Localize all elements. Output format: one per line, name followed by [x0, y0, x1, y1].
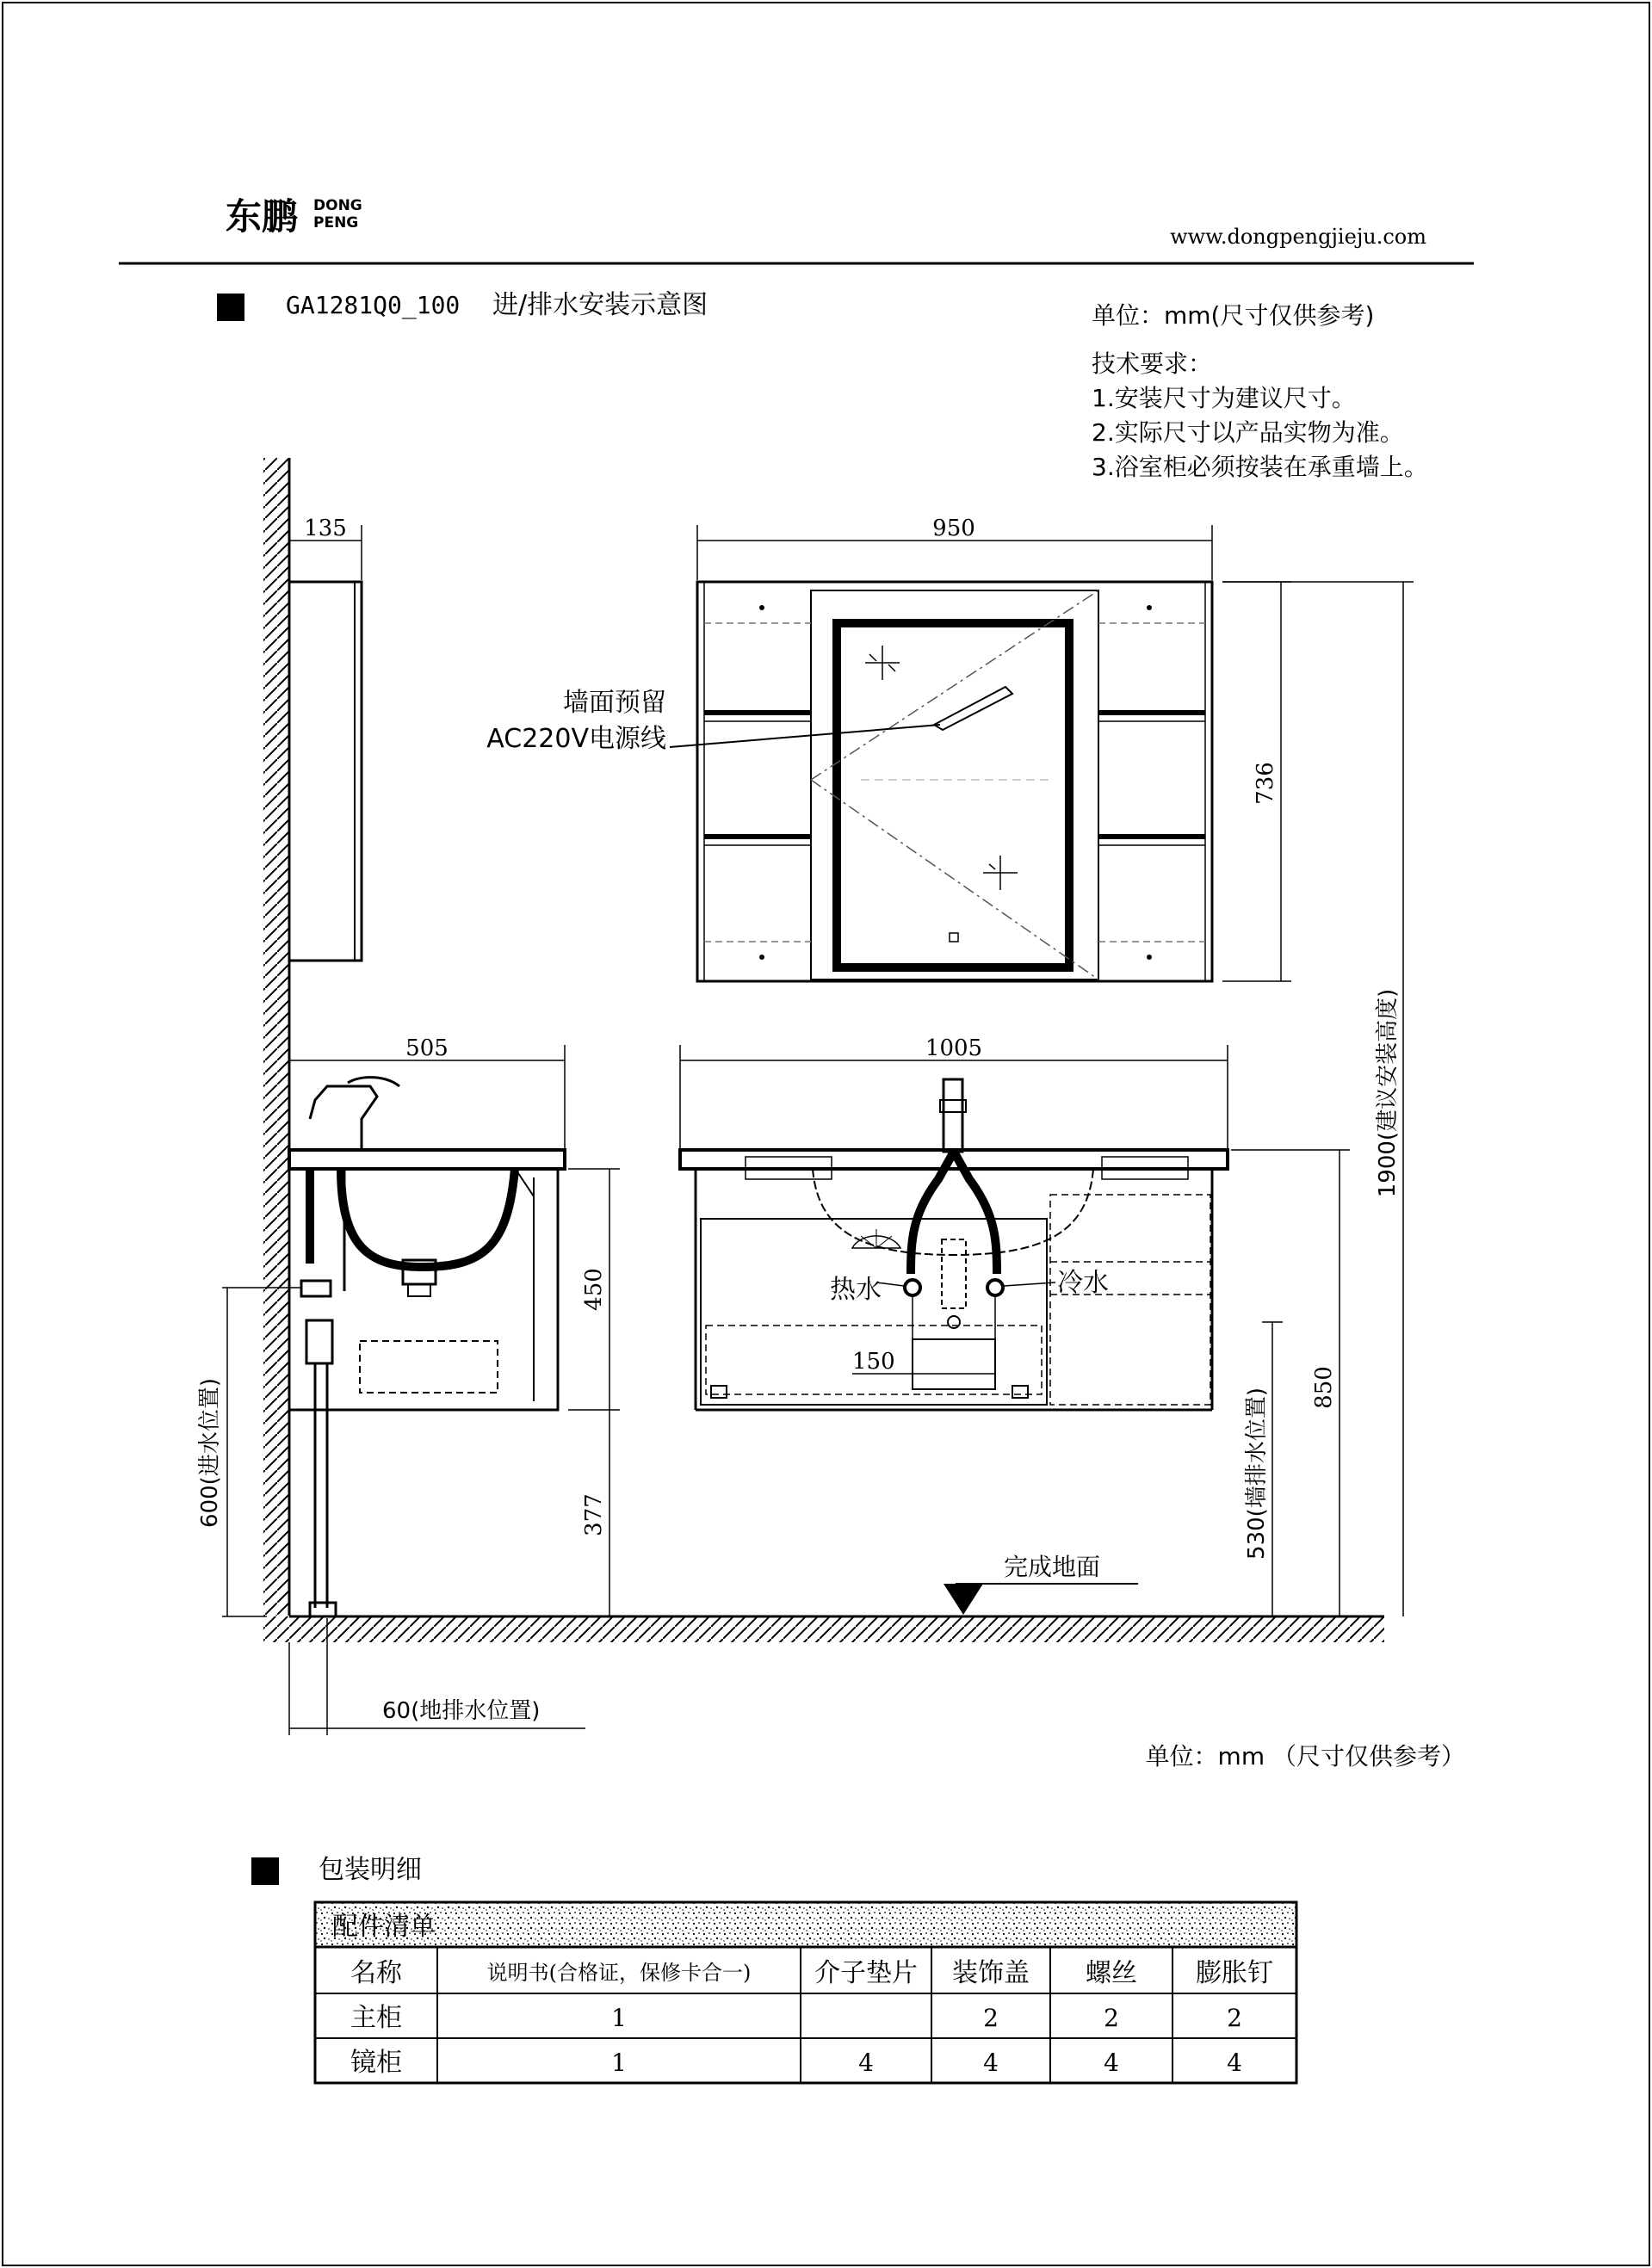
- power-label-1: 墙面预留: [563, 688, 666, 718]
- header-cap: 装饰盖: [952, 1958, 1030, 1988]
- tech-item-3: 3.浴室柜必须按装在承重墙上。: [1092, 453, 1428, 481]
- table-cell: 2: [983, 2004, 999, 2032]
- table-cell: 1: [611, 2004, 627, 2032]
- website-url: www.dongpengjieju.com: [1170, 225, 1426, 249]
- mirror-width-label: 950: [932, 516, 975, 541]
- brand-logo: [226, 195, 362, 238]
- table-cell: 主柜: [350, 2003, 402, 2033]
- tech-item-2: 2.实际尺寸以产品实物为准。: [1092, 418, 1404, 447]
- inlet-height-label: 600(进水位置): [197, 1378, 223, 1528]
- wall: [263, 458, 289, 1616]
- floor: [263, 1616, 1384, 1642]
- power-leader-line: [670, 725, 940, 747]
- unit-note: 单位：mm(尺寸仅供参考): [1092, 301, 1375, 330]
- table-cell: 镜柜: [350, 2048, 402, 2078]
- mirror-side-view: [289, 582, 362, 961]
- floor-clearance-label: 377: [581, 1493, 607, 1536]
- table-cell: 2: [1227, 2004, 1242, 2032]
- mirror-dots: [759, 605, 1152, 960]
- inlet-spacing-label: 150: [852, 1349, 895, 1375]
- power-label-2: AC220V电源线: [486, 724, 666, 754]
- counter-height-label: 850: [1311, 1366, 1337, 1409]
- table-cell: 4: [983, 2049, 999, 2077]
- packing-title: 包装明细: [319, 1855, 422, 1885]
- unit-bottom: 单位：mm （尺寸仅供参考）: [1145, 1742, 1465, 1771]
- sparkle-icon: [865, 646, 1018, 890]
- mirror-cabinet-front: [697, 582, 1212, 981]
- cabinet-side-view: [289, 1078, 565, 1616]
- cold-water-label: 冷水: [1057, 1268, 1109, 1298]
- cabinet-front-view: [680, 1079, 1228, 1410]
- mirror-depth-label: 135: [304, 516, 347, 541]
- tech-item-1: 1.安装尺寸为建议尺寸。: [1092, 384, 1356, 412]
- cabinet-depth-label: 505: [405, 1035, 449, 1061]
- table-cell: 4: [1104, 2049, 1119, 2077]
- install-height-label: 1900(建议安装高度): [1375, 988, 1401, 1198]
- model-number: GA1281Q0_100: [286, 291, 461, 319]
- table-cell: 4: [858, 2049, 874, 2077]
- logo-en-bottom: PENG: [313, 214, 359, 232]
- cabinet-width-label: 1005: [925, 1035, 983, 1061]
- logo-en-top: DONG: [313, 197, 362, 214]
- table-banner: [315, 1902, 1296, 1947]
- title-square-icon: [217, 294, 244, 321]
- floor-drain-label: 60(地排水位置): [382, 1698, 541, 1724]
- header-washer: 介子垫片: [814, 1958, 918, 1988]
- table-cell: 2: [1104, 2004, 1119, 2032]
- wall-drain-label: 530(墙排水位置): [1244, 1387, 1270, 1560]
- packing-square-icon: [251, 1857, 279, 1885]
- logo-cn: 东鹏: [226, 195, 299, 238]
- table-cell: 4: [1227, 2049, 1242, 2077]
- table-cell: 1: [611, 2049, 627, 2077]
- drawing-title: 进/排水安装示意图: [492, 290, 708, 320]
- header-screw: 螺丝: [1086, 1958, 1137, 1988]
- floor-level-triangle-icon: [944, 1584, 983, 1615]
- header-manual: 说明书(合格证，保修卡合一): [486, 1961, 752, 1985]
- header-name: 名称: [350, 1958, 402, 1988]
- mirror-height-label: 736: [1253, 762, 1278, 805]
- finished-floor-label: 完成地面: [1004, 1553, 1101, 1581]
- tech-heading: 技术要求：: [1092, 349, 1213, 378]
- cabinet-body-height-label: 450: [581, 1268, 607, 1311]
- hot-water-label: 热水: [830, 1275, 882, 1305]
- header-anchor: 膨胀钉: [1196, 1958, 1273, 1988]
- packing-table: [315, 1902, 1296, 2083]
- table-banner-text: 配件清单: [332, 1912, 436, 1942]
